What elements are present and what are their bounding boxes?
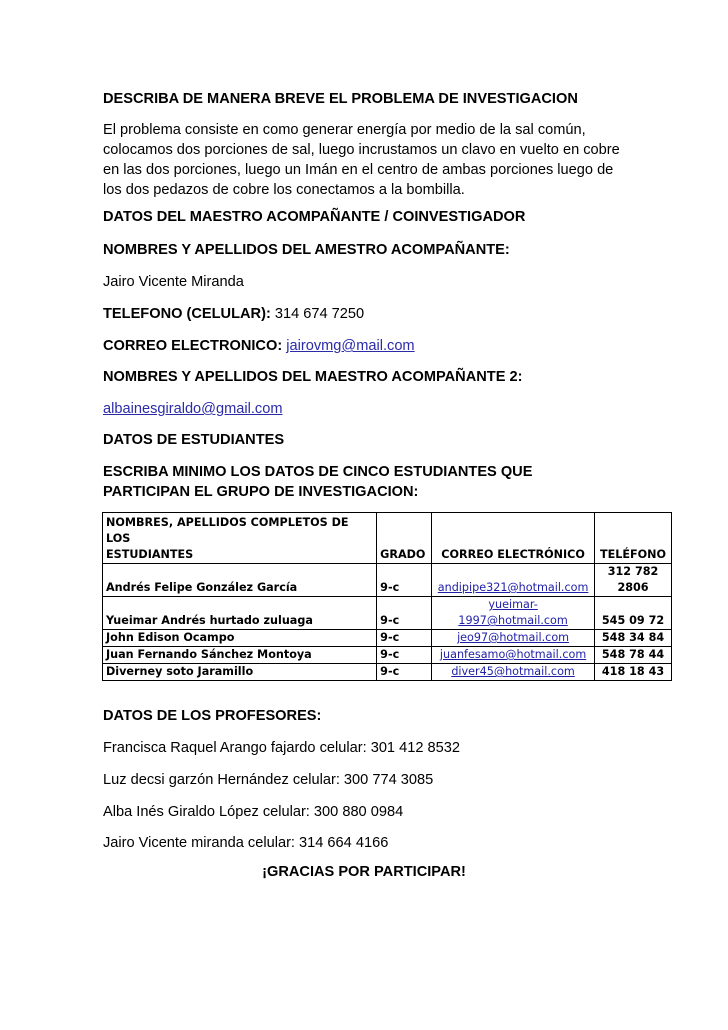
- header-name-line: ESTUDIANTES: [106, 548, 194, 561]
- teacher-email-row: [103, 336, 643, 356]
- student-grade: 9-c: [377, 564, 432, 597]
- student-phone-line: 2806: [617, 581, 649, 594]
- closing-message: ¡GRACIAS POR PARTICIPAR!: [262, 864, 466, 880]
- students-instruction-line: PARTICIPAN EL GRUPO DE INVESTIGACION:: [103, 484, 419, 500]
- student-email-cell: [432, 664, 595, 681]
- table-row: [103, 597, 672, 630]
- students-instruction: [103, 462, 643, 502]
- student-email-cell: [432, 630, 595, 647]
- teacher-email-link[interactable]: jairovmg@mail.com: [286, 338, 415, 354]
- table-header-row: [103, 513, 672, 564]
- problem-line: El problema consiste en como generar energía por medio de la sal común,: [103, 122, 586, 138]
- teacher-phone-row: [103, 304, 643, 324]
- professor-line: Luz decsi garzón Hernández celular: 300 774 3085: [103, 772, 434, 788]
- teacher2-email-link[interactable]: albainesgiraldo@gmail.com: [103, 401, 283, 417]
- table-row: [103, 630, 672, 647]
- student-email-link[interactable]: jeo97@hotmail.com: [457, 631, 570, 644]
- students-table: [102, 512, 672, 681]
- student-email-link[interactable]: yueimar-: [488, 598, 538, 611]
- student-name: John Edison Ocampo: [103, 630, 377, 647]
- problem-line: colocamos dos porciones de sal, luego incrustamos un clavo en vuelto en cobre: [103, 142, 620, 158]
- student-email-cell: [432, 564, 595, 597]
- header-email: CORREO ELECTRÓNICO: [432, 513, 595, 564]
- table-row: [103, 647, 672, 664]
- header-name: [103, 513, 377, 564]
- student-grade: 9-c: [377, 597, 432, 630]
- header-grade: GRADO: [377, 513, 432, 564]
- teacher-email-label: CORREO ELECTRONICO:: [103, 338, 283, 354]
- professor-line: Alba Inés Giraldo López celular: 300 880 0984: [103, 804, 404, 820]
- student-name: Andrés Felipe González García: [103, 564, 377, 597]
- professor-line: Francisca Raquel Arango fajardo celular: 301 412 8532: [103, 740, 460, 756]
- student-email-cell: [432, 597, 595, 630]
- student-name: Juan Fernando Sánchez Montoya: [103, 647, 377, 664]
- student-grade: 9-c: [377, 630, 432, 647]
- teacher-name: Jairo Vicente Miranda: [103, 274, 244, 290]
- student-phone: 545 09 72: [595, 597, 672, 630]
- section-heading-teacher: DATOS DEL MAESTRO ACOMPAÑANTE / COINVESTIGADOR: [103, 209, 526, 225]
- student-name: Yueimar Andrés hurtado zuluaga: [103, 597, 377, 630]
- student-name: Diverney soto Jaramillo: [103, 664, 377, 681]
- student-email-link[interactable]: 1997@hotmail.com: [458, 614, 568, 627]
- section-heading-problem: DESCRIBA DE MANERA BREVE EL PROBLEMA DE INVESTIGACION: [103, 91, 578, 107]
- student-phone-line: 312 782: [607, 565, 659, 578]
- student-email-link[interactable]: diver45@hotmail.com: [451, 665, 575, 678]
- problem-paragraph: [103, 120, 643, 200]
- student-grade: 9-c: [377, 647, 432, 664]
- student-phone: 548 78 44: [595, 647, 672, 664]
- table-row: [103, 564, 672, 597]
- teacher2-name-label: NOMBRES Y APELLIDOS DEL MAESTRO ACOMPAÑANTE 2:: [103, 369, 523, 385]
- student-phone: 418 18 43: [595, 664, 672, 681]
- header-phone: TELÉFONO: [595, 513, 672, 564]
- table-row: [103, 664, 672, 681]
- teacher-name-label: NOMBRES Y APELLIDOS DEL AMESTRO ACOMPAÑANTE:: [103, 242, 510, 258]
- professor-line: Jairo Vicente miranda celular: 314 664 4166: [103, 835, 389, 851]
- student-phone: 548 34 84: [595, 630, 672, 647]
- problem-line: los dos pedazos de cobre los conectamos a la bombilla.: [103, 182, 465, 198]
- students-instruction-line: ESCRIBA MINIMO LOS DATOS DE CINCO ESTUDIANTES QUE: [103, 464, 533, 480]
- section-heading-professors: DATOS DE LOS PROFESORES:: [103, 708, 322, 724]
- problem-line: en las dos porciones, luego un Imán en el centro de ambas porciones luego de: [103, 162, 614, 178]
- student-email-link[interactable]: juanfesamo@hotmail.com: [439, 648, 587, 661]
- section-heading-students: DATOS DE ESTUDIANTES: [103, 432, 285, 448]
- student-phone: [595, 564, 672, 597]
- student-email-link[interactable]: andipipe321@hotmail.com: [437, 581, 589, 594]
- header-name-line: NOMBRES, APELLIDOS COMPLETOS DE LOS: [106, 516, 349, 545]
- teacher-phone-label: TELEFONO (CELULAR):: [103, 306, 271, 322]
- student-grade: 9-c: [377, 664, 432, 681]
- teacher-phone-value: 314 674 7250: [274, 306, 365, 322]
- student-email-cell: [432, 647, 595, 664]
